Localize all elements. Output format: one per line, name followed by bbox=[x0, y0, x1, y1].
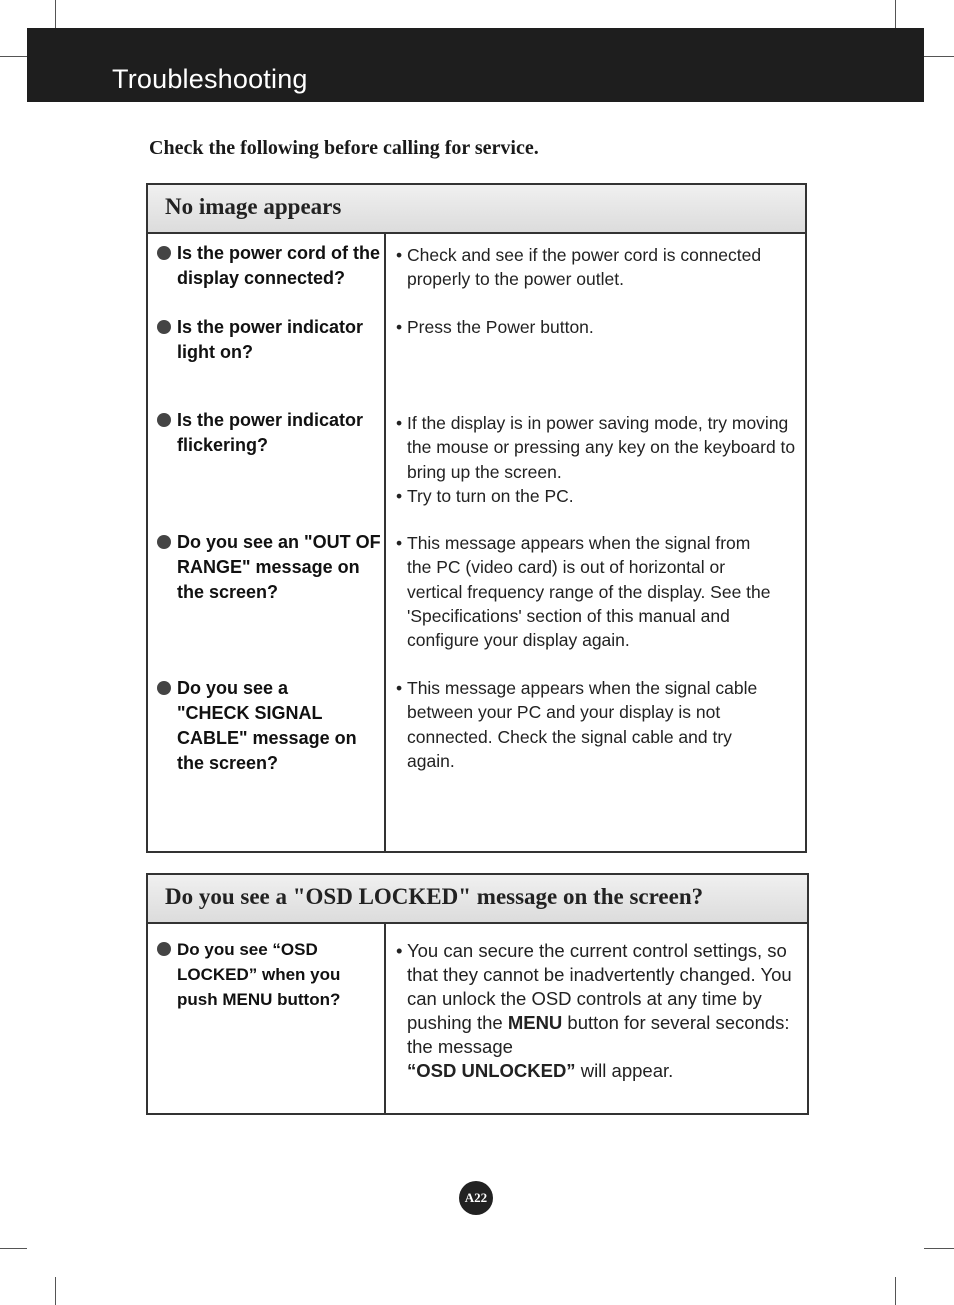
intro-text: Check the following before calling for service. bbox=[149, 137, 539, 159]
crop-mark bbox=[0, 56, 27, 57]
question-item: Is the power indicator flickering? bbox=[157, 408, 387, 458]
crop-mark bbox=[924, 56, 954, 57]
page-number-badge: A22 bbox=[459, 1181, 493, 1215]
bullet-icon bbox=[157, 246, 171, 260]
crop-mark bbox=[895, 1277, 896, 1305]
question-item: Do you see a "CHECK SIGNAL CABLE" message on the screen? bbox=[157, 676, 387, 776]
answer-item: • You can secure the current control settings, so that they cannot be inadvertently changed. You can unlock the OSD controls at any time by pushing the MENU button for several seconds: the message “OSD UNLOCKED” will appear. bbox=[396, 940, 792, 1081]
bullet-icon bbox=[157, 681, 171, 695]
question-item: Do you see an "OUT OF RANGE" message on the screen? bbox=[157, 530, 387, 605]
header-bar bbox=[27, 28, 924, 102]
answer-item: • Check and see if the power cord is connected properly to the power outlet. bbox=[396, 245, 762, 290]
table-title: Do you see a "OSD LOCKED" message on the screen? bbox=[165, 884, 704, 909]
question-item: Is the power cord of the display connected? bbox=[157, 241, 387, 291]
crop-mark bbox=[55, 0, 56, 28]
table-title: No image appears bbox=[165, 194, 342, 219]
no-image-table bbox=[146, 183, 807, 853]
table-header bbox=[148, 875, 807, 924]
answer-item: • If the display is in power saving mode, try moving the mouse or pressing any key on the keyboard to bring up the screen. bbox=[396, 413, 796, 482]
answer-item: • This message appears when the signal cable between your PC and your display is not connected. Check the signal cable and try again. bbox=[396, 678, 758, 771]
question-item: Do you see “OSD LOCKED” when you push MENU button? bbox=[157, 937, 387, 1012]
menu-keyword: MENU bbox=[507, 1012, 563, 1033]
crop-mark bbox=[55, 1277, 56, 1305]
table-header bbox=[148, 185, 805, 234]
crop-mark bbox=[895, 0, 896, 28]
bullet-icon bbox=[157, 535, 171, 549]
crop-mark bbox=[924, 1248, 954, 1249]
answer-item: • Try to turn on the PC. bbox=[396, 486, 574, 506]
question-item: Is the power indicator light on? bbox=[157, 315, 387, 365]
osd-locked-table bbox=[146, 873, 809, 1115]
osd-unlocked-keyword: “OSD UNLOCKED” bbox=[407, 1060, 576, 1081]
answer-item: • Press the Power button. bbox=[396, 317, 594, 337]
answer-item: • This message appears when the signal from the PC (video card) is out of horizontal or vertical frequency range of the display. See the 'Specifications' section of this manual and configure your display again. bbox=[396, 533, 771, 651]
crop-mark bbox=[0, 1248, 27, 1249]
bullet-icon bbox=[157, 413, 171, 427]
bullet-icon bbox=[157, 942, 171, 956]
bullet-icon bbox=[157, 320, 171, 334]
page-title: Troubleshooting bbox=[112, 64, 308, 94]
